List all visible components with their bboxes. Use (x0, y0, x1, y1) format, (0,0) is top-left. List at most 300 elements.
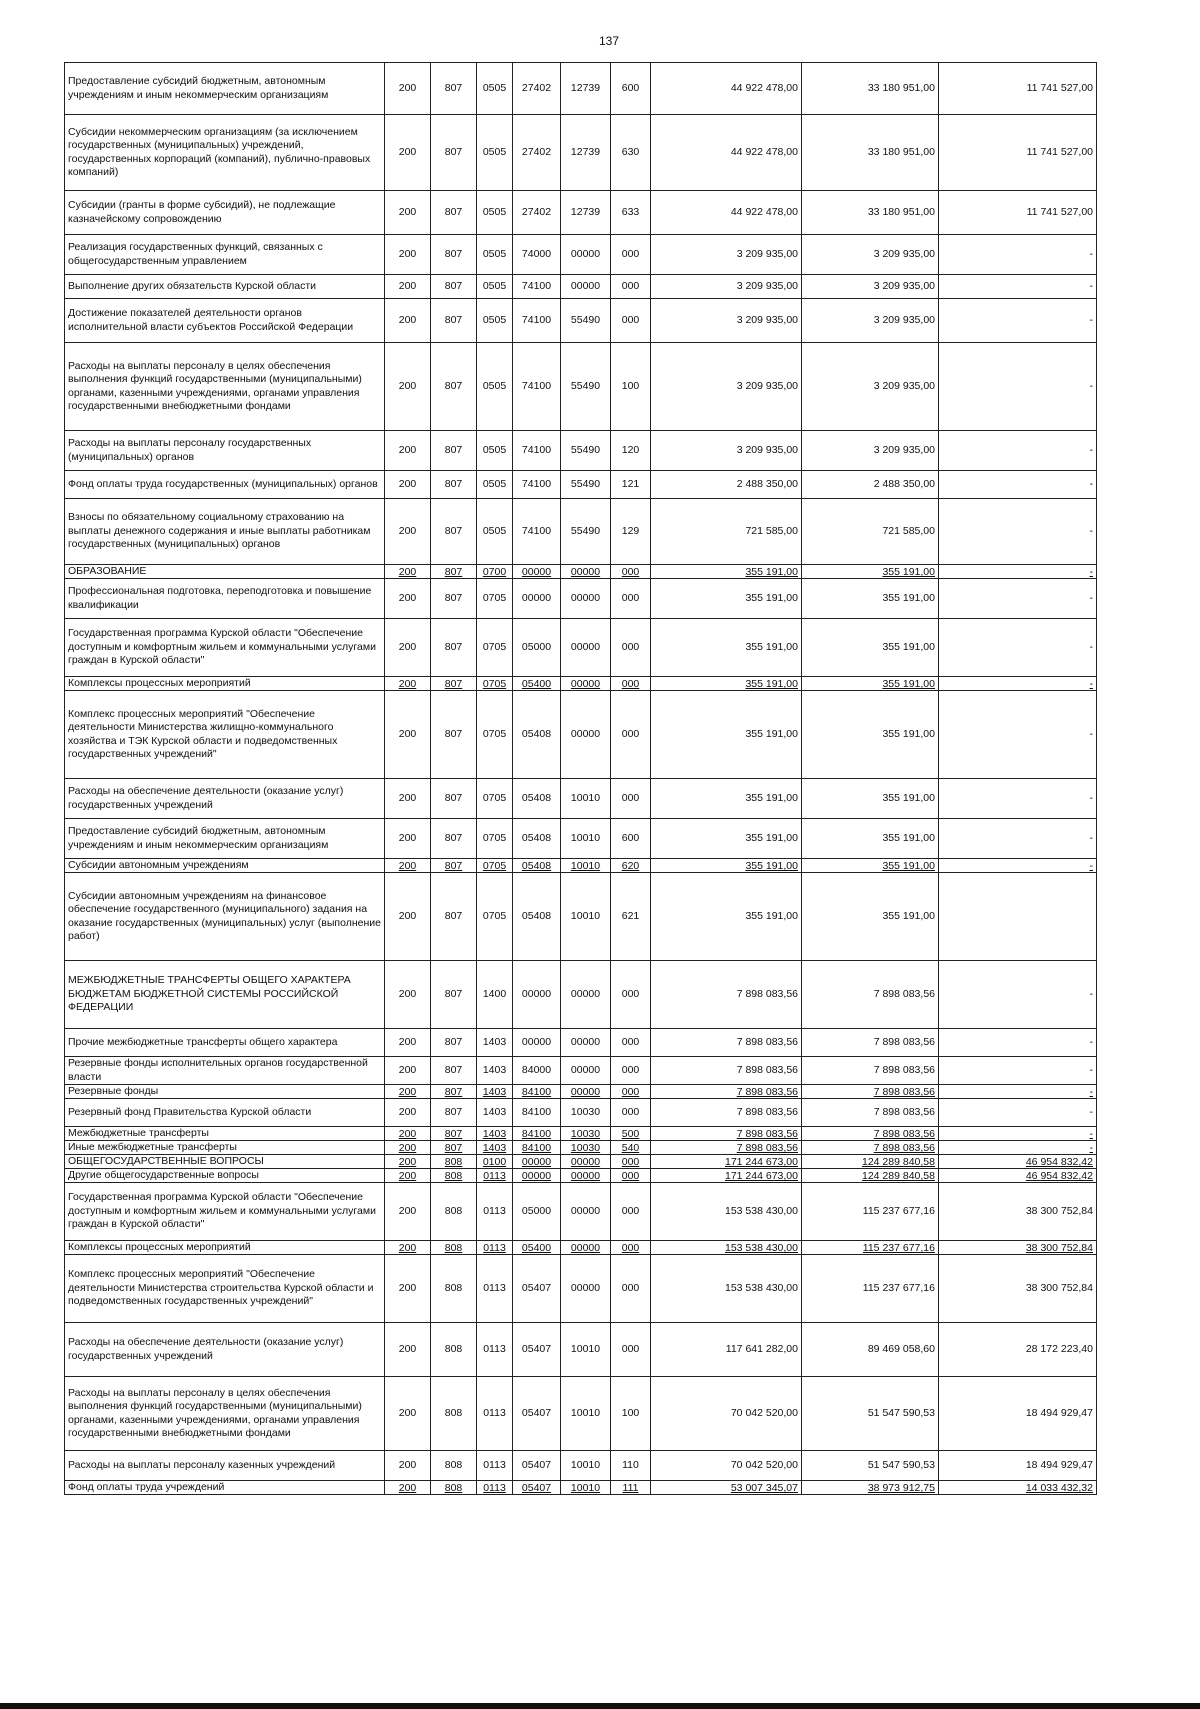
cell-name: ОБЩЕГОСУДАРСТВЕННЫЕ ВОПРОСЫ (65, 1155, 385, 1169)
cell-c1: 200 (385, 1127, 431, 1141)
cell-c2: 807 (431, 63, 477, 115)
cell-c2: 807 (431, 1029, 477, 1057)
cell-c2: 807 (431, 819, 477, 859)
cell-c2: 808 (431, 1377, 477, 1451)
cell-c6: 621 (611, 873, 651, 961)
cell-c3: 0705 (477, 691, 513, 779)
cell-c6: 000 (611, 779, 651, 819)
cell-amount3: - (939, 431, 1097, 471)
cell-c6: 000 (611, 1255, 651, 1323)
cell-c5: 00000 (561, 1057, 611, 1085)
table-row (65, 677, 1097, 691)
cell-c1: 200 (385, 499, 431, 565)
cell-amount2: 3 209 935,00 (802, 275, 939, 299)
cell-c3: 1403 (477, 1029, 513, 1057)
cell-name: МЕЖБЮДЖЕТНЫЕ ТРАНСФЕРТЫ ОБЩЕГО ХАРАКТЕРА БЮДЖЕТАМ БЮДЖЕТНОЙ СИСТЕМЫ РОССИЙСКОЙ ФЕДЕРАЦИИ (65, 961, 385, 1029)
cell-c4: 05000 (513, 1183, 561, 1241)
cell-amount3: - (939, 579, 1097, 619)
cell-amount3: - (939, 1029, 1097, 1057)
cell-c6: 000 (611, 1169, 651, 1183)
cell-c1: 200 (385, 1141, 431, 1155)
cell-amount3: 46 954 832,42 (939, 1155, 1097, 1169)
cell-c5: 00000 (561, 235, 611, 275)
cell-amount1: 3 209 935,00 (651, 275, 802, 299)
cell-c5: 00000 (561, 579, 611, 619)
cell-amount2: 3 209 935,00 (802, 299, 939, 343)
cell-c6: 540 (611, 1141, 651, 1155)
cell-c6: 000 (611, 961, 651, 1029)
cell-name: Предоставление субсидий бюджетным, автономным учреждениям и иным некоммерческим организациям (65, 819, 385, 859)
cell-c3: 0505 (477, 63, 513, 115)
table-row (65, 235, 1097, 275)
cell-c3: 0113 (477, 1377, 513, 1451)
cell-name: Достижение показателей деятельности органов исполнительной власти субъектов Российской Федерации (65, 299, 385, 343)
cell-c2: 808 (431, 1323, 477, 1377)
cell-c4: 05408 (513, 779, 561, 819)
cell-c3: 0113 (477, 1323, 513, 1377)
cell-c1: 200 (385, 299, 431, 343)
cell-amount1: 3 209 935,00 (651, 235, 802, 275)
cell-c2: 807 (431, 1141, 477, 1155)
cell-name: Расходы на обеспечение деятельности (оказание услуг) государственных учреждений (65, 779, 385, 819)
cell-c2: 808 (431, 1155, 477, 1169)
cell-amount3: - (939, 499, 1097, 565)
cell-amount1: 3 209 935,00 (651, 343, 802, 431)
cell-c1: 200 (385, 819, 431, 859)
cell-c2: 807 (431, 299, 477, 343)
cell-amount1: 7 898 083,56 (651, 1141, 802, 1155)
cell-amount2: 7 898 083,56 (802, 1085, 939, 1099)
cell-c6: 129 (611, 499, 651, 565)
cell-amount3 (939, 873, 1097, 961)
cell-c3: 1403 (477, 1127, 513, 1141)
cell-c3: 1403 (477, 1085, 513, 1099)
cell-c6: 620 (611, 859, 651, 873)
cell-c4: 05000 (513, 619, 561, 677)
cell-name: Субсидии автономным учреждениям (65, 859, 385, 873)
cell-c6: 000 (611, 235, 651, 275)
cell-amount3: 38 300 752,84 (939, 1241, 1097, 1255)
cell-c6: 000 (611, 1241, 651, 1255)
cell-c6: 000 (611, 1155, 651, 1169)
table-row (65, 819, 1097, 859)
cell-c4: 05408 (513, 873, 561, 961)
cell-c4: 00000 (513, 565, 561, 579)
cell-c6: 000 (611, 1029, 651, 1057)
cell-amount1: 2 488 350,00 (651, 471, 802, 499)
cell-amount3: - (939, 961, 1097, 1029)
cell-c1: 200 (385, 961, 431, 1029)
cell-c3: 0705 (477, 619, 513, 677)
cell-name: Комплекс процессных мероприятий "Обеспечение деятельности Министерства жилищно-коммунального хозяйства и ТЭК Курской области и подведомственных государственных учреждений" (65, 691, 385, 779)
cell-amount2: 3 209 935,00 (802, 431, 939, 471)
cell-amount2: 3 209 935,00 (802, 343, 939, 431)
cell-amount3: 38 300 752,84 (939, 1183, 1097, 1241)
cell-c6: 111 (611, 1481, 651, 1495)
cell-c2: 807 (431, 873, 477, 961)
cell-c4: 84000 (513, 1057, 561, 1085)
cell-amount3: - (939, 691, 1097, 779)
cell-amount1: 355 191,00 (651, 819, 802, 859)
cell-c1: 200 (385, 1155, 431, 1169)
cell-c1: 200 (385, 619, 431, 677)
table-row (65, 1029, 1097, 1057)
cell-amount2: 3 209 935,00 (802, 235, 939, 275)
cell-amount1: 3 209 935,00 (651, 299, 802, 343)
cell-amount1: 7 898 083,56 (651, 1099, 802, 1127)
cell-amount2: 89 469 058,60 (802, 1323, 939, 1377)
cell-name: Расходы на выплаты персоналу государственных (муниципальных) органов (65, 431, 385, 471)
cell-c1: 200 (385, 677, 431, 691)
cell-c3: 0505 (477, 343, 513, 431)
cell-c4: 05407 (513, 1451, 561, 1481)
cell-amount2: 721 585,00 (802, 499, 939, 565)
cell-c5: 00000 (561, 1169, 611, 1183)
cell-amount3: - (939, 343, 1097, 431)
table-row (65, 1099, 1097, 1127)
cell-amount3: - (939, 1085, 1097, 1099)
cell-c5: 10010 (561, 1451, 611, 1481)
cell-name: Выполнение других обязательств Курской области (65, 275, 385, 299)
cell-c2: 807 (431, 275, 477, 299)
budget-table (64, 62, 1097, 1495)
cell-name: Другие общегосударственные вопросы (65, 1169, 385, 1183)
cell-c3: 0705 (477, 579, 513, 619)
cell-c5: 55490 (561, 431, 611, 471)
cell-name: Расходы на выплаты персоналу в целях обеспечения выполнения функций государственными (муниципальными) органами, казенными учреждениями, органами управления государственными внебюджетными фондами (65, 1377, 385, 1451)
cell-c2: 807 (431, 471, 477, 499)
cell-c6: 000 (611, 677, 651, 691)
table-row (65, 63, 1097, 115)
cell-amount3: - (939, 235, 1097, 275)
table-row (65, 859, 1097, 873)
cell-amount1: 721 585,00 (651, 499, 802, 565)
cell-c4: 84100 (513, 1141, 561, 1155)
cell-amount1: 44 922 478,00 (651, 115, 802, 191)
cell-amount3: 28 172 223,40 (939, 1323, 1097, 1377)
cell-name: Комплексы процессных мероприятий (65, 677, 385, 691)
cell-c3: 0705 (477, 779, 513, 819)
cell-c2: 808 (431, 1183, 477, 1241)
cell-c3: 0113 (477, 1451, 513, 1481)
cell-c6: 630 (611, 115, 651, 191)
table-row (65, 779, 1097, 819)
cell-c6: 100 (611, 1377, 651, 1451)
cell-amount1: 70 042 520,00 (651, 1451, 802, 1481)
cell-amount2: 2 488 350,00 (802, 471, 939, 499)
cell-amount1: 7 898 083,56 (651, 1029, 802, 1057)
cell-c3: 0705 (477, 859, 513, 873)
cell-name: Комплексы процессных мероприятий (65, 1241, 385, 1255)
table-row (65, 1241, 1097, 1255)
cell-c1: 200 (385, 1481, 431, 1495)
cell-c6: 633 (611, 191, 651, 235)
cell-c5: 55490 (561, 299, 611, 343)
cell-c1: 200 (385, 63, 431, 115)
cell-amount1: 355 191,00 (651, 677, 802, 691)
cell-c2: 808 (431, 1451, 477, 1481)
table-row (65, 1183, 1097, 1241)
cell-amount1: 7 898 083,56 (651, 1057, 802, 1085)
cell-c5: 00000 (561, 1029, 611, 1057)
cell-amount1: 7 898 083,56 (651, 1085, 802, 1099)
cell-c4: 84100 (513, 1099, 561, 1127)
cell-c3: 0505 (477, 431, 513, 471)
cell-name: Субсидии (гранты в форме субсидий), не подлежащие казначейскому сопровождению (65, 191, 385, 235)
cell-c3: 0505 (477, 499, 513, 565)
cell-c1: 200 (385, 1451, 431, 1481)
cell-name: Государственная программа Курской области "Обеспечение доступным и комфортным жильем и коммунальными услугами граждан в Курской области" (65, 619, 385, 677)
cell-amount1: 44 922 478,00 (651, 191, 802, 235)
cell-c4: 05407 (513, 1255, 561, 1323)
cell-c4: 05407 (513, 1377, 561, 1451)
cell-c4: 84100 (513, 1127, 561, 1141)
cell-c3: 0505 (477, 299, 513, 343)
cell-c3: 1403 (477, 1099, 513, 1127)
table-row (65, 1127, 1097, 1141)
cell-c6: 000 (611, 1085, 651, 1099)
cell-amount3: - (939, 1141, 1097, 1155)
cell-amount1: 7 898 083,56 (651, 961, 802, 1029)
cell-c2: 807 (431, 191, 477, 235)
table-row (65, 1255, 1097, 1323)
cell-amount3: 46 954 832,42 (939, 1169, 1097, 1183)
cell-name: Профессиональная подготовка, переподготовка и повышение квалификации (65, 579, 385, 619)
cell-c5: 55490 (561, 499, 611, 565)
cell-c4: 27402 (513, 191, 561, 235)
table-row (65, 1141, 1097, 1155)
table-row (65, 115, 1097, 191)
cell-amount3: - (939, 1127, 1097, 1141)
cell-c2: 808 (431, 1169, 477, 1183)
table-row (65, 431, 1097, 471)
cell-c6: 600 (611, 63, 651, 115)
cell-amount3: 14 033 432,32 (939, 1481, 1097, 1495)
cell-c1: 200 (385, 275, 431, 299)
cell-amount2: 7 898 083,56 (802, 1141, 939, 1155)
cell-c5: 10030 (561, 1127, 611, 1141)
cell-amount1: 355 191,00 (651, 565, 802, 579)
cell-c2: 807 (431, 235, 477, 275)
scan-edge (0, 1703, 1200, 1709)
cell-c6: 000 (611, 1323, 651, 1377)
cell-amount3: - (939, 859, 1097, 873)
cell-c1: 200 (385, 1183, 431, 1241)
cell-amount3: 11 741 527,00 (939, 191, 1097, 235)
cell-c2: 807 (431, 499, 477, 565)
cell-amount2: 124 289 840,58 (802, 1155, 939, 1169)
cell-amount2: 355 191,00 (802, 779, 939, 819)
table-row (65, 343, 1097, 431)
cell-c6: 110 (611, 1451, 651, 1481)
cell-amount1: 44 922 478,00 (651, 63, 802, 115)
cell-c4: 00000 (513, 1155, 561, 1169)
cell-c5: 00000 (561, 619, 611, 677)
cell-c5: 10010 (561, 1481, 611, 1495)
cell-c1: 200 (385, 1099, 431, 1127)
table-row (65, 1323, 1097, 1377)
cell-amount2: 7 898 083,56 (802, 1029, 939, 1057)
table-row (65, 961, 1097, 1029)
cell-c6: 000 (611, 691, 651, 779)
table-row (65, 691, 1097, 779)
cell-amount2: 115 237 677,16 (802, 1183, 939, 1241)
cell-c4: 74100 (513, 471, 561, 499)
cell-c5: 00000 (561, 1255, 611, 1323)
cell-c1: 200 (385, 859, 431, 873)
cell-amount3: - (939, 819, 1097, 859)
cell-name: Резервные фонды (65, 1085, 385, 1099)
cell-amount1: 153 538 430,00 (651, 1183, 802, 1241)
cell-c1: 200 (385, 191, 431, 235)
cell-c1: 200 (385, 431, 431, 471)
cell-c2: 807 (431, 431, 477, 471)
cell-amount2: 355 191,00 (802, 565, 939, 579)
cell-name: Взносы по обязательному социальному страхованию на выплаты денежного содержания и иные выплаты работникам государственных (муниципальных) органов (65, 499, 385, 565)
cell-amount1: 355 191,00 (651, 619, 802, 677)
cell-c2: 807 (431, 1127, 477, 1141)
table-row (65, 565, 1097, 579)
cell-amount2: 355 191,00 (802, 619, 939, 677)
table-row (65, 1057, 1097, 1085)
cell-c1: 200 (385, 115, 431, 191)
cell-c6: 000 (611, 1057, 651, 1085)
cell-c1: 200 (385, 1323, 431, 1377)
cell-c5: 55490 (561, 343, 611, 431)
cell-amount3: - (939, 677, 1097, 691)
cell-amount3: 38 300 752,84 (939, 1255, 1097, 1323)
cell-c4: 00000 (513, 961, 561, 1029)
cell-c6: 000 (611, 579, 651, 619)
cell-c2: 808 (431, 1241, 477, 1255)
cell-c4: 05408 (513, 691, 561, 779)
cell-c5: 55490 (561, 471, 611, 499)
cell-c4: 27402 (513, 63, 561, 115)
cell-amount2: 7 898 083,56 (802, 1127, 939, 1141)
cell-name: Фонд оплаты труда учреждений (65, 1481, 385, 1495)
cell-amount2: 7 898 083,56 (802, 1057, 939, 1085)
cell-name: Фонд оплаты труда государственных (муниципальных) органов (65, 471, 385, 499)
cell-amount3: - (939, 1057, 1097, 1085)
cell-amount1: 171 244 673,00 (651, 1169, 802, 1183)
cell-amount2: 355 191,00 (802, 819, 939, 859)
cell-name: Резервные фонды исполнительных органов государственной власти (65, 1057, 385, 1085)
cell-c6: 120 (611, 431, 651, 471)
cell-c3: 0705 (477, 873, 513, 961)
cell-c3: 0505 (477, 275, 513, 299)
cell-c3: 0113 (477, 1481, 513, 1495)
cell-amount2: 38 973 912,75 (802, 1481, 939, 1495)
cell-amount3: - (939, 779, 1097, 819)
cell-name: Резервный фонд Правительства Курской области (65, 1099, 385, 1127)
cell-c5: 10010 (561, 1377, 611, 1451)
cell-c2: 807 (431, 677, 477, 691)
cell-c4: 74000 (513, 235, 561, 275)
cell-c3: 0113 (477, 1255, 513, 1323)
cell-c4: 05407 (513, 1323, 561, 1377)
cell-c5: 10010 (561, 1323, 611, 1377)
cell-amount1: 355 191,00 (651, 691, 802, 779)
cell-c2: 807 (431, 1085, 477, 1099)
table-row (65, 275, 1097, 299)
cell-amount2: 51 547 590,53 (802, 1377, 939, 1451)
cell-amount2: 7 898 083,56 (802, 961, 939, 1029)
cell-c6: 000 (611, 565, 651, 579)
table-row (65, 1451, 1097, 1481)
cell-c3: 1400 (477, 961, 513, 1029)
cell-c4: 00000 (513, 1169, 561, 1183)
cell-c5: 00000 (561, 1085, 611, 1099)
cell-name: Расходы на выплаты персоналу в целях обеспечения выполнения функций государственными (муниципальными) органами, казенными учреждениями, органами управления государственными внебюджетными фондами (65, 343, 385, 431)
cell-c5: 10010 (561, 859, 611, 873)
cell-c4: 74100 (513, 299, 561, 343)
cell-c2: 808 (431, 1255, 477, 1323)
cell-c5: 10010 (561, 779, 611, 819)
cell-amount3: 18 494 929,47 (939, 1451, 1097, 1481)
cell-c1: 200 (385, 565, 431, 579)
cell-c4: 74100 (513, 431, 561, 471)
cell-c4: 74100 (513, 343, 561, 431)
cell-name: Расходы на выплаты персоналу казенных учреждений (65, 1451, 385, 1481)
cell-amount2: 33 180 951,00 (802, 115, 939, 191)
cell-amount2: 355 191,00 (802, 691, 939, 779)
cell-name: Субсидии некоммерческим организациям (за исключением государственных (муниципальных) учреждений, государственных корпораций (компаний), публично-правовых компаний) (65, 115, 385, 191)
cell-amount2: 115 237 677,16 (802, 1241, 939, 1255)
cell-c4: 05408 (513, 859, 561, 873)
cell-c1: 200 (385, 343, 431, 431)
cell-c3: 0700 (477, 565, 513, 579)
table-row (65, 1085, 1097, 1099)
cell-c1: 200 (385, 779, 431, 819)
cell-name: Комплекс процессных мероприятий "Обеспечение деятельности Министерства строительства Курской области и подведомственных государственных учреждений" (65, 1255, 385, 1323)
table-row (65, 619, 1097, 677)
cell-c3: 1403 (477, 1141, 513, 1155)
table-row (65, 1155, 1097, 1169)
cell-c6: 600 (611, 819, 651, 859)
cell-c1: 200 (385, 691, 431, 779)
cell-c5: 00000 (561, 1183, 611, 1241)
cell-amount2: 355 191,00 (802, 579, 939, 619)
cell-c5: 10030 (561, 1099, 611, 1127)
cell-c2: 807 (431, 779, 477, 819)
cell-c5: 12739 (561, 63, 611, 115)
cell-c4: 05400 (513, 677, 561, 691)
cell-c4: 05408 (513, 819, 561, 859)
cell-c1: 200 (385, 1057, 431, 1085)
cell-c2: 807 (431, 1099, 477, 1127)
cell-amount1: 7 898 083,56 (651, 1127, 802, 1141)
cell-c2: 807 (431, 961, 477, 1029)
cell-c2: 807 (431, 691, 477, 779)
cell-c6: 000 (611, 299, 651, 343)
cell-name: Расходы на обеспечение деятельности (оказание услуг) государственных учреждений (65, 1323, 385, 1377)
cell-c5: 00000 (561, 1155, 611, 1169)
cell-c5: 10010 (561, 873, 611, 961)
cell-amount3: - (939, 299, 1097, 343)
cell-c4: 74100 (513, 499, 561, 565)
cell-c3: 0705 (477, 819, 513, 859)
cell-amount3: 18 494 929,47 (939, 1377, 1097, 1451)
cell-c3: 1403 (477, 1057, 513, 1085)
table-row (65, 579, 1097, 619)
cell-name: Государственная программа Курской области "Обеспечение доступным и комфортным жильем и коммунальными услугами граждан в Курской области" (65, 1183, 385, 1241)
cell-c3: 0113 (477, 1169, 513, 1183)
cell-amount3: - (939, 619, 1097, 677)
cell-c2: 807 (431, 565, 477, 579)
cell-amount2: 33 180 951,00 (802, 191, 939, 235)
cell-c2: 808 (431, 1481, 477, 1495)
cell-c5: 00000 (561, 275, 611, 299)
